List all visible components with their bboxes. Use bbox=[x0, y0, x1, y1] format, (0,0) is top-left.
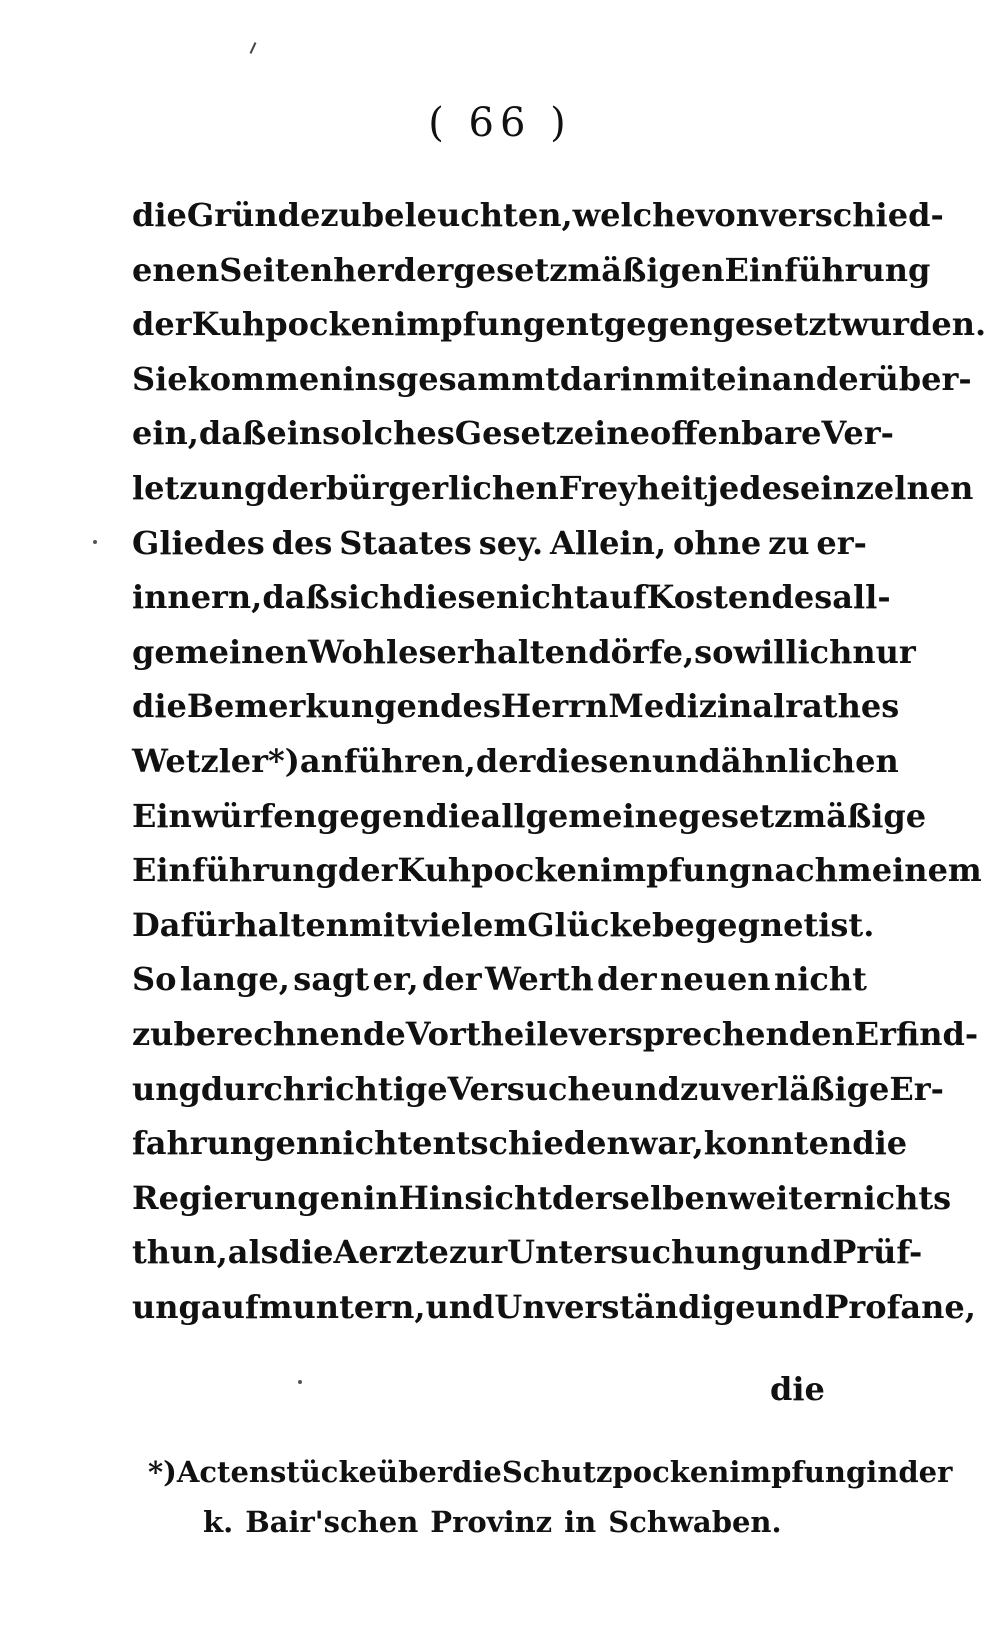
word: die bbox=[132, 196, 187, 234]
word: vielem bbox=[409, 905, 528, 944]
word: er- bbox=[816, 523, 867, 562]
word: Wohles bbox=[308, 632, 437, 671]
word: Regierungen bbox=[132, 1178, 364, 1217]
word: Gesetz bbox=[454, 414, 574, 453]
word: Wetzler bbox=[132, 741, 269, 780]
word: von bbox=[695, 196, 759, 234]
word: Kuhpockenimpfung bbox=[191, 305, 546, 344]
word: letzung bbox=[132, 468, 267, 507]
word: Einwürfen bbox=[132, 796, 317, 835]
word: Aerzte bbox=[333, 1233, 449, 1272]
word: allgemeine bbox=[480, 796, 679, 835]
text-line bbox=[132, 406, 894, 461]
word: Bair'schen bbox=[245, 1505, 419, 1539]
word: und bbox=[755, 1287, 825, 1326]
word: der bbox=[266, 468, 326, 507]
text-line bbox=[132, 679, 900, 734]
word: Prüf- bbox=[832, 1233, 923, 1272]
word: Hinsicht bbox=[398, 1178, 553, 1217]
word: bürgerlichen bbox=[325, 468, 559, 507]
word: diesen bbox=[535, 741, 652, 780]
word: Vortheile bbox=[405, 1014, 569, 1053]
text-line bbox=[132, 516, 867, 571]
text-line bbox=[132, 1225, 923, 1280]
word: sich bbox=[329, 578, 403, 617]
footnote bbox=[148, 1447, 953, 1547]
word: ein, bbox=[132, 414, 199, 453]
word: Gründe bbox=[186, 196, 321, 234]
word: begegnet bbox=[651, 905, 819, 944]
word: er, bbox=[372, 960, 419, 999]
word: ich bbox=[797, 632, 853, 671]
text-line bbox=[132, 952, 867, 1007]
word: jedes bbox=[707, 468, 800, 507]
word: her bbox=[333, 250, 394, 289]
word: weiter bbox=[728, 1178, 841, 1217]
word: und bbox=[611, 1069, 680, 1108]
word: der bbox=[422, 960, 482, 999]
word: einzelnen bbox=[799, 468, 974, 507]
word: der bbox=[132, 305, 192, 344]
word: die bbox=[852, 1124, 908, 1163]
word: ohne bbox=[672, 523, 762, 562]
word: in bbox=[564, 1505, 597, 1539]
word: Ver- bbox=[821, 414, 894, 453]
word: des bbox=[271, 523, 333, 562]
word: verschied- bbox=[758, 196, 944, 234]
word: lange, bbox=[179, 960, 290, 999]
word: die bbox=[278, 1233, 334, 1272]
word: darin bbox=[559, 359, 656, 398]
word: Seiten bbox=[219, 250, 334, 289]
word: kommen bbox=[187, 359, 343, 398]
text-line bbox=[132, 1280, 976, 1335]
word: Gliedes bbox=[132, 523, 265, 562]
word: Staates bbox=[339, 523, 472, 562]
word: Glücke bbox=[527, 905, 652, 944]
word: Untersuchung bbox=[507, 1233, 764, 1272]
word: will bbox=[733, 632, 798, 671]
ink-dot bbox=[298, 1380, 302, 1384]
word: Kuhpockenimpfung bbox=[397, 851, 752, 890]
word: gegen bbox=[316, 796, 426, 835]
word: Medizinalrathes bbox=[608, 687, 900, 726]
word: miteinander bbox=[655, 359, 876, 398]
margin-ink-dot bbox=[93, 540, 97, 544]
word: ung bbox=[132, 1069, 201, 1108]
word: dörfe, bbox=[588, 632, 695, 671]
word: Sie bbox=[132, 359, 188, 398]
word: Erfind- bbox=[854, 1014, 979, 1053]
word: mit bbox=[348, 905, 410, 944]
text-line bbox=[132, 570, 891, 625]
word: zu bbox=[768, 523, 810, 562]
word: fahrungen bbox=[132, 1124, 320, 1163]
word: nach bbox=[751, 851, 838, 890]
word: Herrn bbox=[500, 687, 609, 726]
word: thun, bbox=[132, 1233, 228, 1272]
word: so bbox=[694, 632, 734, 671]
word: ähnlichen bbox=[720, 741, 899, 780]
word: daß bbox=[262, 578, 330, 617]
text-line bbox=[132, 734, 899, 789]
word: versprechenden bbox=[568, 1014, 855, 1053]
word: zur bbox=[448, 1233, 508, 1272]
word: offenbare bbox=[649, 414, 822, 453]
word: k. bbox=[203, 1505, 234, 1539]
word: als bbox=[227, 1233, 279, 1272]
page-number: ( 66 ) bbox=[428, 100, 572, 146]
body-text bbox=[132, 188, 987, 1334]
word: zu bbox=[320, 196, 362, 234]
text-line bbox=[132, 461, 974, 516]
word: neuen bbox=[660, 960, 771, 999]
text-line bbox=[132, 1007, 979, 1062]
word: über bbox=[377, 1455, 453, 1489]
text-line bbox=[132, 625, 916, 680]
word: eine bbox=[573, 414, 650, 453]
text-line bbox=[132, 843, 982, 898]
word: in bbox=[363, 1178, 399, 1217]
word: diese bbox=[402, 578, 496, 617]
word: die bbox=[132, 687, 187, 726]
word: durch bbox=[200, 1069, 307, 1108]
word: welche bbox=[572, 196, 696, 234]
word: Einführung bbox=[724, 250, 931, 289]
word: daß bbox=[198, 414, 267, 453]
word: sey. bbox=[478, 523, 544, 562]
word: nur bbox=[852, 632, 916, 671]
word: beleuchten, bbox=[361, 196, 573, 234]
word: und bbox=[425, 1287, 495, 1326]
word: meinem bbox=[837, 851, 982, 890]
word: *) bbox=[268, 741, 300, 780]
word: ein bbox=[266, 414, 323, 453]
word: der bbox=[475, 741, 536, 780]
text-line bbox=[132, 352, 972, 407]
word: So bbox=[132, 960, 177, 999]
word: solches bbox=[322, 414, 455, 453]
word: Actenstücke bbox=[176, 1455, 377, 1489]
text-line bbox=[132, 1062, 944, 1117]
word: Schutzpockenimpfung bbox=[501, 1455, 867, 1489]
word: gemeinen bbox=[132, 632, 308, 671]
word: all- bbox=[832, 578, 891, 617]
word: Freyheit bbox=[558, 468, 708, 507]
footnote-line bbox=[148, 1447, 953, 1497]
word: Er- bbox=[889, 1069, 944, 1108]
word: der bbox=[597, 960, 657, 999]
catchword: die bbox=[770, 1370, 825, 1408]
word: nicht bbox=[773, 960, 867, 999]
word: die bbox=[452, 1455, 502, 1489]
word: entschieden bbox=[412, 1124, 630, 1163]
word: nicht bbox=[319, 1124, 413, 1163]
word: ist. bbox=[818, 905, 875, 944]
text-line bbox=[132, 789, 927, 844]
word: entgegengesetzt bbox=[545, 305, 842, 344]
footnote-line bbox=[148, 1497, 853, 1547]
word: sagt bbox=[293, 960, 370, 999]
word: die bbox=[425, 796, 481, 835]
text-line bbox=[132, 243, 931, 298]
word: Allein, bbox=[550, 523, 667, 562]
word: Werth bbox=[485, 960, 594, 999]
word: auf bbox=[588, 578, 647, 617]
word: gesetzmäßige bbox=[678, 796, 927, 835]
word: richtige bbox=[306, 1069, 448, 1108]
word: Bemerkungen bbox=[186, 687, 441, 726]
word: ung bbox=[132, 1287, 201, 1326]
word: in bbox=[866, 1455, 899, 1489]
word: des bbox=[771, 578, 833, 617]
word: zuverläßige bbox=[680, 1069, 890, 1108]
word: Versuche bbox=[447, 1069, 612, 1108]
word: derselben bbox=[552, 1178, 729, 1217]
word: anführen, bbox=[299, 741, 476, 780]
word: aufmuntern, bbox=[200, 1287, 426, 1326]
text-line bbox=[132, 188, 944, 243]
word: konnten bbox=[703, 1124, 853, 1163]
word: der bbox=[393, 250, 454, 289]
word: Provinz bbox=[430, 1505, 553, 1539]
word: Kosten bbox=[646, 578, 772, 617]
word: erhalten bbox=[436, 632, 589, 671]
word: nichts bbox=[840, 1178, 952, 1217]
word: Einführung bbox=[132, 851, 338, 890]
word: des bbox=[440, 687, 501, 726]
word: berechnende bbox=[173, 1014, 406, 1053]
word: und bbox=[651, 741, 721, 780]
text-line bbox=[132, 1171, 952, 1226]
word: über- bbox=[875, 359, 972, 398]
stray-ink-mark bbox=[250, 42, 257, 54]
word: enen bbox=[132, 250, 220, 289]
word: *) bbox=[148, 1455, 177, 1489]
text-line bbox=[132, 1116, 908, 1171]
word: und bbox=[763, 1233, 833, 1272]
word: Unverständige bbox=[494, 1287, 756, 1326]
text-line bbox=[132, 297, 987, 352]
word: der bbox=[898, 1455, 953, 1489]
text-line bbox=[132, 898, 875, 953]
word: nicht bbox=[495, 578, 589, 617]
word: Schwaben. bbox=[608, 1505, 782, 1539]
word: wurden. bbox=[841, 305, 987, 344]
word: war, bbox=[629, 1124, 704, 1163]
word: Profane, bbox=[824, 1287, 976, 1326]
word: der bbox=[337, 851, 398, 890]
word: zu bbox=[132, 1014, 174, 1053]
word: Dafürhalten bbox=[132, 905, 349, 944]
word: gesetzmäßigen bbox=[453, 250, 725, 289]
word: innern, bbox=[132, 578, 263, 617]
word: insgesammt bbox=[342, 359, 560, 398]
